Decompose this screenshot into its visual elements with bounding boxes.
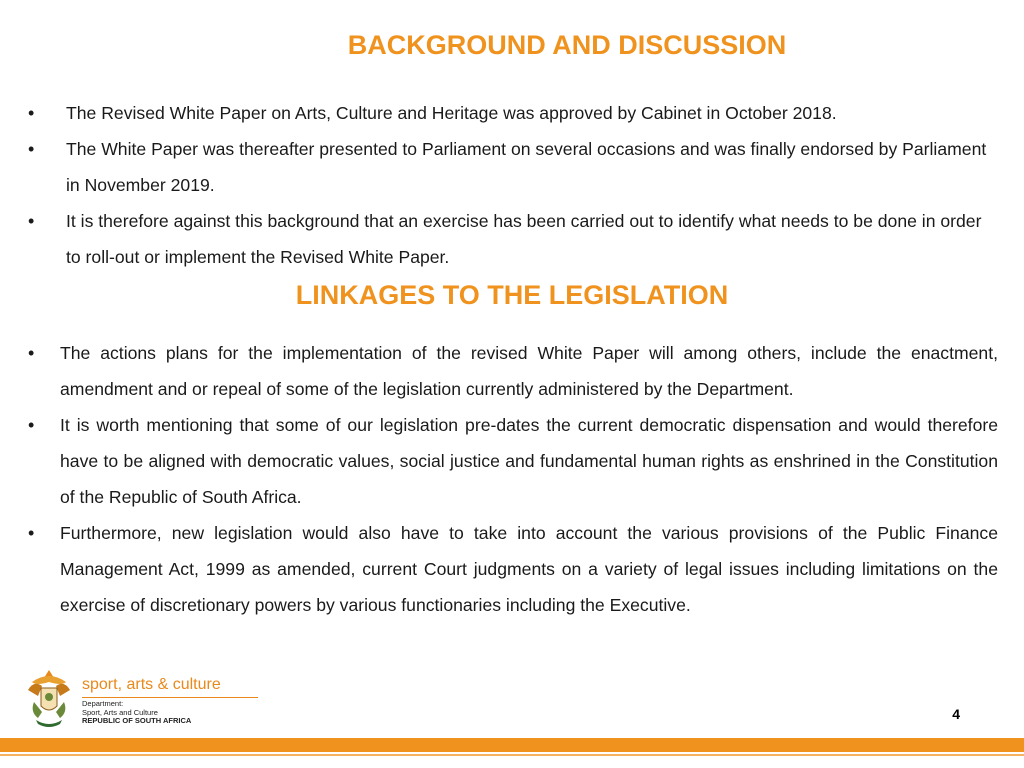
bullet-text: It is worth mentioning that some of our legislation pre-dates the current democratic dispensation and would therefore have to be aligned with democratic values, social justice and fundamental human rights as enshrined in the Constitution of the Republic of South Africa. — [60, 415, 998, 507]
bullet-icon: • — [28, 415, 35, 435]
dept-line-3: REPUBLIC OF SOUTH AFRICA — [82, 716, 192, 726]
footer-line — [0, 754, 1024, 756]
list-item — [28, 95, 996, 131]
bullet-text: The Revised White Paper on Arts, Culture and Heritage was approved by Cabinet in October 2018. — [66, 103, 837, 123]
footer-bar — [0, 738, 1024, 752]
bullet-icon: • — [28, 523, 35, 543]
bullet-text: The White Paper was thereafter presented to Parliament on several occasions and was finally endorsed by Parliament in November 2019. — [66, 139, 987, 195]
list-item — [28, 203, 996, 275]
list-item — [28, 131, 996, 203]
bullet-text: It is therefore against this background that an exercise has been carried out to identify what needs to be done in order to roll-out or implement the Revised White Paper. — [66, 211, 982, 267]
list-item — [28, 335, 998, 407]
department-text — [82, 700, 191, 726]
brand-divider — [82, 697, 258, 698]
brand-name: sport, arts & culture — [82, 676, 221, 693]
list-item — [28, 407, 998, 515]
page-number: 4 — [952, 706, 960, 722]
bullet-icon: • — [28, 139, 35, 159]
background-bullet-list — [28, 95, 996, 275]
list-item — [28, 515, 998, 623]
department-logo — [24, 668, 264, 732]
bullet-icon: • — [28, 343, 35, 363]
dept-line-1: Department: — [82, 699, 124, 708]
bullet-icon: • — [28, 103, 35, 123]
bullet-text: The actions plans for the implementation of the revised White Paper will among others, include the enactment, amendment and or repeal of some of the legislation currently administered by the Department. — [60, 343, 998, 399]
legislation-bullet-list — [28, 335, 998, 623]
bullet-icon: • — [28, 211, 35, 231]
dept-line-2: Sport, Arts and Culture — [82, 707, 158, 717]
bullet-text: Furthermore, new legislation would also have to take into account the various provisions of the Public Finance Management Act, 1999 as amended, current Court judgments on a variety of legal issues including limitations on the exercise of discretionary powers by various functionaries including the Executive. — [60, 523, 998, 615]
section-title-legislation: LINKAGES TO THE LEGISLATION — [295, 280, 729, 310]
coat-of-arms-icon — [24, 668, 74, 730]
section-title-background: BACKGROUND AND DISCUSSION — [347, 30, 787, 60]
